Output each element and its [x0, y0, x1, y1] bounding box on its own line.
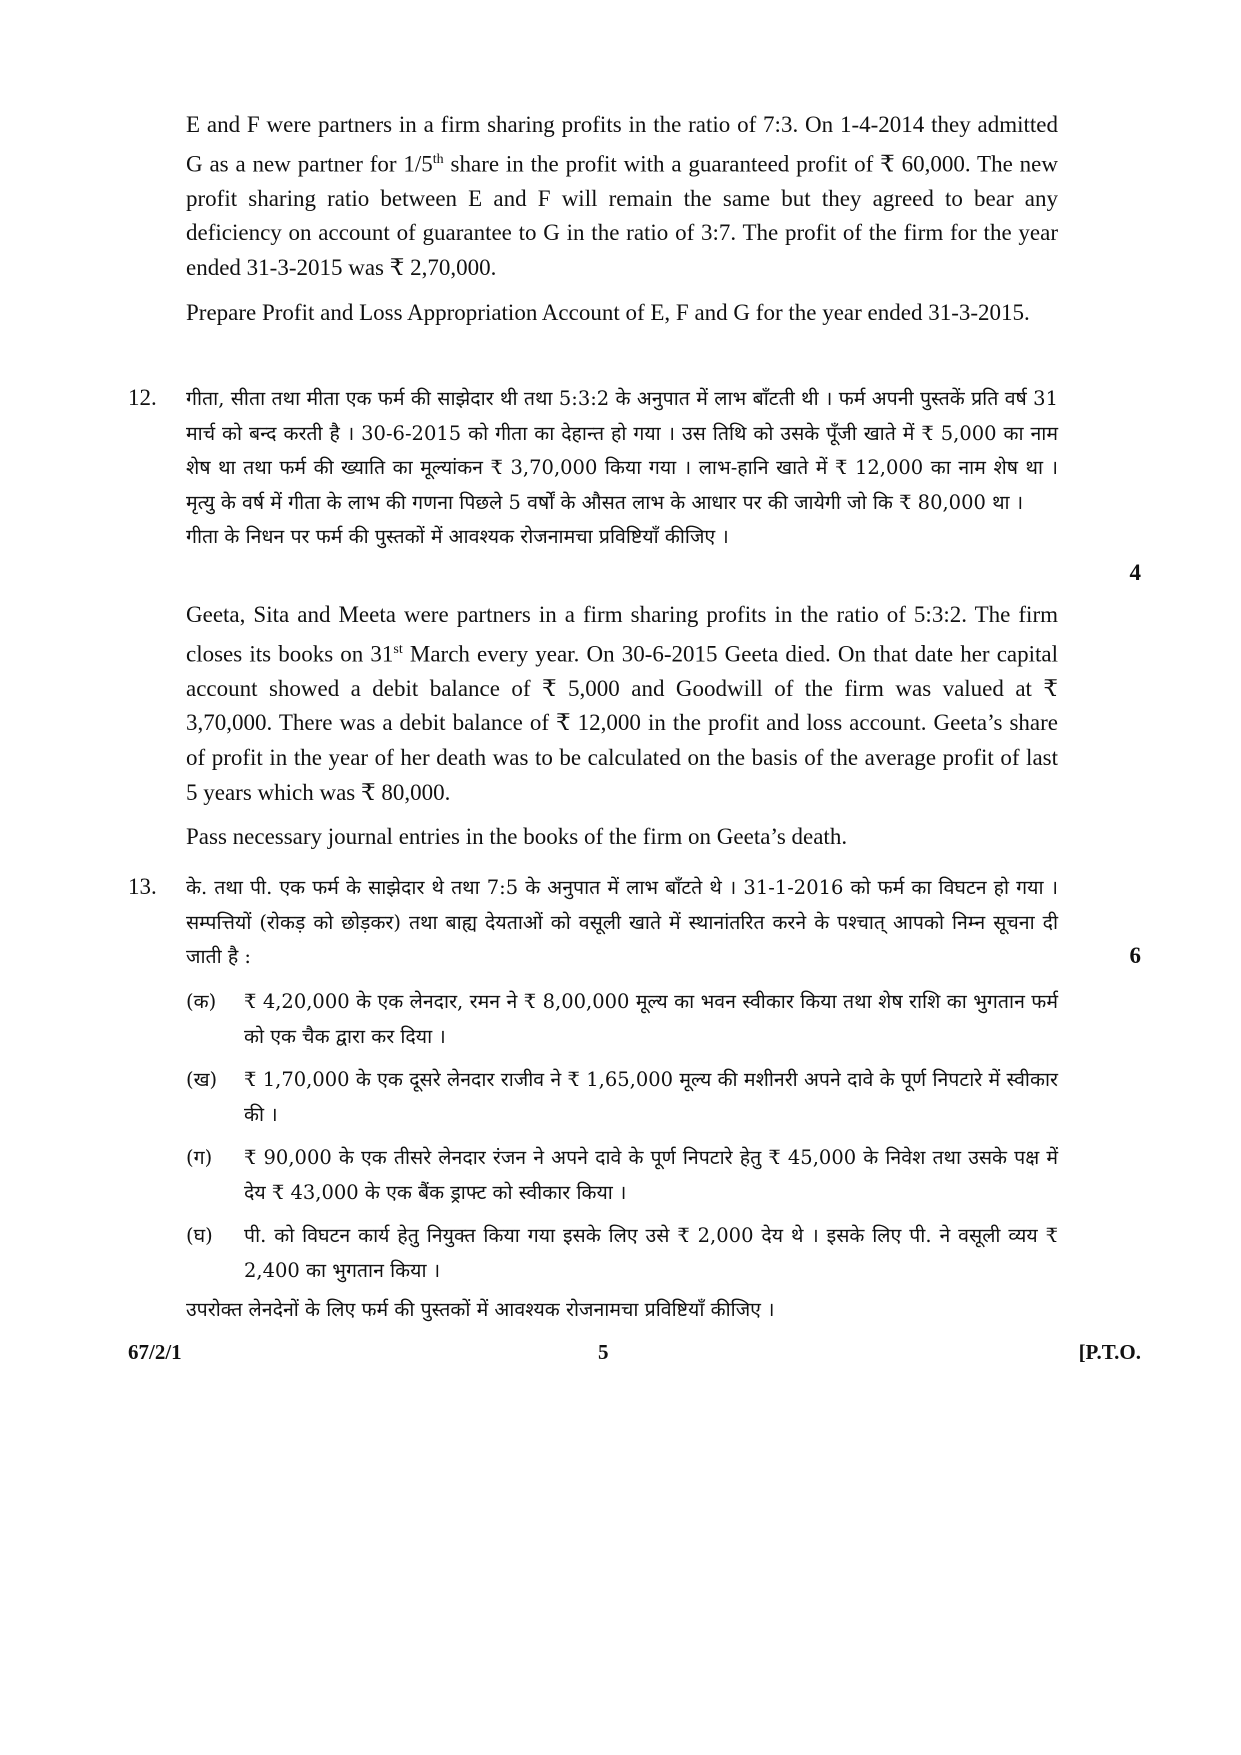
pto-marker: [P.T.O.	[1078, 1340, 1141, 1364]
q11-english-block	[186, 108, 1058, 330]
q13-marks: 6	[1129, 943, 1141, 968]
q12-number: 12.	[128, 385, 157, 410]
q11-english-text: E and F were partners in a firm sharing profits in the ratio of 7:3. On 1-4-2014 they admitted G as a new partner for 1/5	[186, 112, 1058, 177]
q11-english-instruction: Prepare Profit and Loss Appropriation Account of E, F and G for the year ended 31-3-2015.	[186, 299, 1030, 325]
q12-english-text-2: March every year. On 30-6-2015 Geeta died. On that date her capital account showed a debit balance of ₹ 5,000 and Goodwill of the firm was valued at ₹ 3,70,000. There was a debit balance of ₹ 12,000 in the profit and loss account. Geeta’s share of profit in the year of her death was to be calculated on the basis of the average profit of last 5 years which was ₹ 80,000.	[186, 641, 1058, 805]
q13-item-label: (ख)	[186, 1068, 218, 1091]
q13-hindi-instruction: उपरोक्त लेनदेनों के लिए फर्म की पुस्तकों में आवश्यक रोजनामचा प्रविष्टियाँ कीजिए ।	[186, 1298, 775, 1321]
page-number: 5	[598, 1340, 609, 1364]
q13-item	[186, 1063, 1058, 1133]
q11-english-sup: th	[432, 151, 444, 167]
q12-hindi-instruction: गीता के निधन पर फर्म की पुस्तकों में आवश्यक रोजनामचा प्रविष्टियाँ कीजिए ।	[186, 525, 729, 549]
q13-item-label: (ग)	[186, 1146, 213, 1169]
q13-item-label: (घ)	[186, 1224, 213, 1247]
q12-english-instruction: Pass necessary journal entries in the books of the firm on Geeta’s death.	[186, 824, 848, 850]
q13-item	[186, 1219, 1058, 1289]
q13-item-text: ₹ 90,000 के एक तीसरे लेनदार रंजन ने अपने दावे के पूर्ण निपटारे हेतु ₹ 45,000 के निवेश तथा उसके पक्ष में देय ₹ 43,000 के एक बैंक ड्राफ्ट को स्वीकार किया ।	[244, 1146, 1058, 1204]
q13-hindi-instruction-block	[186, 1293, 1058, 1328]
q13-hindi-text: के. तथा पी. एक फर्म के साझेदार थे तथा 7:5 के अनुपात में लाभ बाँटते थे । 31-1-2016 को फर्म का विघटन हो गया । सम्पत्तियों (रोकड़ को छोड़कर) तथा बाह्य देयताओं को वसूली खाते में स्थानांतरित करने के पश्चात् आपको निम्न सूचना दी जाती है :	[186, 876, 1058, 969]
q13-item	[186, 1141, 1058, 1211]
q13-number: 13.	[128, 874, 157, 899]
q13-item-text: ₹ 4,20,000 के एक लेनदार, रमन ने ₹ 8,00,000 मूल्य का भवन स्वीकार किया तथा शेष राशि का भुगतान फर्म को एक चैक द्वारा कर दिया ।	[244, 990, 1058, 1048]
q13-item	[186, 985, 1058, 1055]
q12-english-paragraph	[186, 598, 1058, 810]
paper-code: 67/2/1	[128, 1340, 182, 1364]
q11-english-paragraph	[186, 108, 1058, 286]
q13-item-text: ₹ 1,70,000 के एक दूसरे लेनदार राजीव ने ₹ 1,65,000 मूल्य की मशीनरी अपने दावे के पूर्ण निपटारे में स्वीकार की ।	[244, 1068, 1058, 1126]
q12-hindi-block	[186, 382, 1058, 555]
q13-item-text: पी. को विघटन कार्य हेतु नियुक्त किया गया इसके लिए उसे ₹ 2,000 देय थे । इसके लिए पी. ने वसूली व्यय ₹ 2,400 का भुगतान किया ।	[244, 1224, 1058, 1282]
q11-english-text-2: share in the profit with a guaranteed profit of ₹ 60,000. The new profit sharing ratio between E and F will remain the same but they agreed to bear any deficiency on account of guarantee to G in the ratio of 3:7. The profit of the firm for the year ended 31-3-2015 was ₹ 2,70,000.	[186, 151, 1058, 281]
q12-english-sup: st	[393, 641, 403, 657]
q12-english-block	[186, 598, 1058, 855]
q13-hindi-block	[186, 871, 1058, 975]
q12-hindi-text: गीता, सीता तथा मीता एक फर्म की साझेदार थी तथा 5:3:2 के अनुपात में लाभ बाँटती थी । फर्म अपनी पुस्तकें प्रति वर्ष 31 मार्च को बन्द करती है । 30-6-2015 को गीता का देहान्त हो गया । उस तिथि को उसके पूँजी खाते में ₹ 5,000 का नाम शेष था तथा फर्म की ख्याति का मूल्यांकन ₹ 3,70,000 किया गया । लाभ-हानि खाते में ₹ 12,000 का नाम शेष था । मृत्यु के वर्ष में गीता के लाभ की गणना पिछले 5 वर्षों के औसत लाभ के आधार पर की जायेगी जो कि ₹ 80,000 था ।	[186, 387, 1058, 514]
q13-item-label: (क)	[186, 990, 217, 1013]
q12-marks: 4	[1129, 560, 1141, 585]
q12-english-text: Geeta, Sita and Meeta were partners in a firm sharing profits in the ratio of 5:3:2. The firm closes its books on 31	[186, 602, 1058, 667]
